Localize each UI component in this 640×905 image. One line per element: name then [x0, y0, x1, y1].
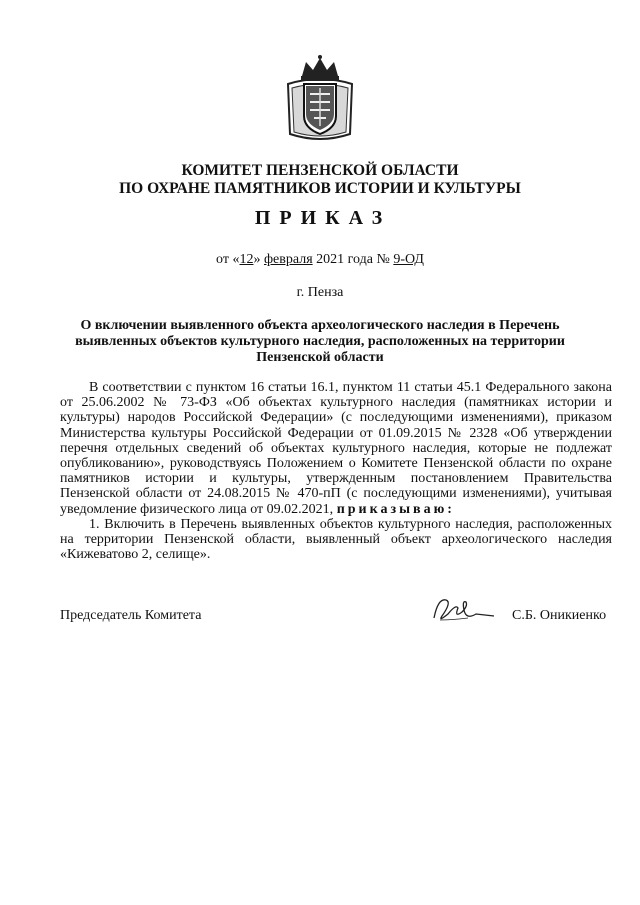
handwritten-signature [428, 590, 498, 626]
signatory-name: С.Б. Оникиенко [512, 608, 607, 623]
document-subject: О включении выявленного объекта археологического наследия в Перечень выявленных объектов культурного наследия, расположенных на территории Пензенской области [75, 318, 565, 365]
org-name-line1: КОМИТЕТ ПЕНЗЕНСКОЙ ОБЛАСТИ [181, 162, 459, 179]
command-word: приказываю: [336, 501, 455, 517]
date-month: февраля [263, 252, 313, 267]
body-paragraph-2: 1. Включить в Перечень выявленных объектов культурного наследия, расположенных на территории Пензенской области, выявленный объект археологического наследия «Кижеватово 2, селище». [60, 516, 612, 563]
document-number: 9-ОД [393, 252, 424, 267]
date-day: 12 [239, 252, 254, 267]
body-paragraph-1 [60, 380, 612, 517]
signatory-position: Председатель Комитета [60, 608, 202, 623]
date-separator: » [253, 252, 264, 267]
coat-of-arms-emblem [284, 54, 356, 142]
document-body [60, 380, 612, 562]
org-name-line2: ПО ОХРАНЕ ПАМЯТНИКОВ ИСТОРИИ И КУЛЬТУРЫ [119, 180, 521, 197]
date-year-part: 2021 года № [312, 252, 394, 267]
document-dateline [0, 252, 640, 268]
document-type-title: ПРИКАЗ [254, 207, 392, 229]
city-name: г. Пенза [296, 285, 344, 300]
body-paragraph-1-text: В соответствии с пунктом 16 статьи 16.1, пунктом 11 статьи 45.1 Федерального закона от 25.06.2002 № 73-ФЗ «Об объектах культурного наследия (памятниках истории и культуры) народов Российской Федерации» (с последующими изменениями), приказом Министерства культуры Российской Федерации от 01.09.2015 № 2328 «Об утверждении перечня отдельных сведений об объектах культурного наследия, которые не подлежат опубликованию», руководствуясь Положением о Комитете Пензенской области по охране памятников истории и культуры, утвержденным постановлением Правительства Пензенской области от 24.08.2015 № 470-пП (с последующими изменениями), учитывая уведомление физического лица от 09.02.2021, [60, 380, 612, 517]
date-prefix: от « [216, 252, 240, 267]
